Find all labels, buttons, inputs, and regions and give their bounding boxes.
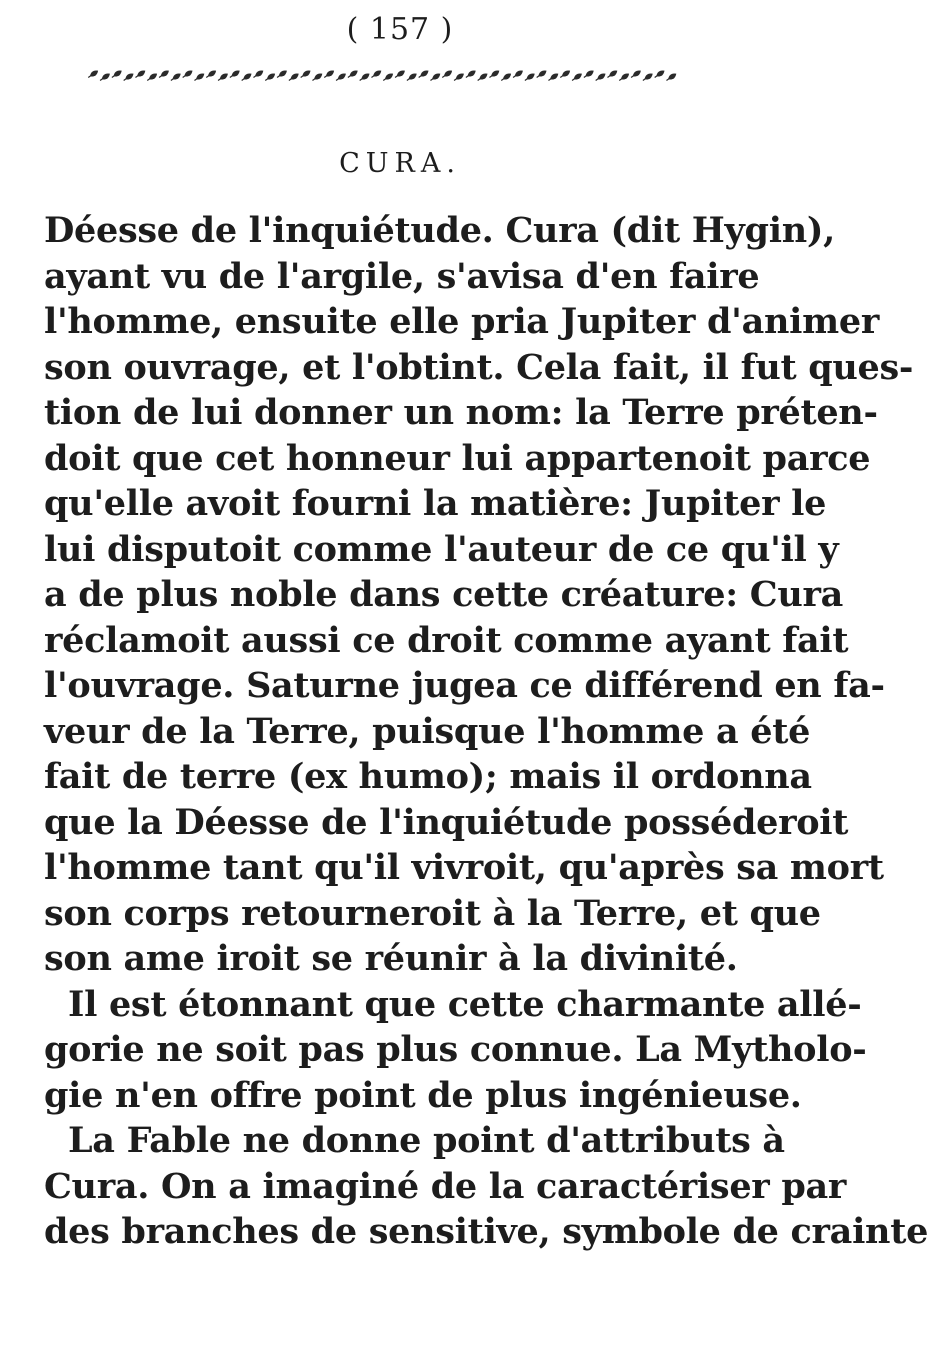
ornament-leaf bbox=[370, 69, 383, 80]
text-line-22: Cura. On a imaginé de la caractériser par bbox=[44, 1165, 847, 1207]
ornament-leaf bbox=[158, 69, 171, 80]
text-line-4: son ouvrage, et l'obtint. Cela fait, il fut ques- bbox=[44, 346, 914, 388]
text-line-3: l'homme, ensuite elle pria Jupiter d'animer bbox=[44, 301, 879, 342]
ornament-leaf bbox=[122, 72, 135, 83]
ornament-leaf bbox=[169, 72, 182, 83]
ornament-leaf bbox=[571, 72, 584, 83]
ornament-leaf bbox=[110, 69, 123, 80]
ornament-leaf bbox=[205, 69, 218, 80]
ornament-leaf bbox=[594, 72, 607, 83]
ornament-leaf bbox=[653, 69, 666, 80]
ornament-leaf bbox=[641, 72, 654, 83]
ornament-leaf bbox=[523, 72, 536, 83]
ornament-leaf bbox=[146, 72, 159, 83]
ornament-leaf bbox=[264, 72, 277, 83]
ornament-leaf bbox=[441, 69, 454, 80]
ornament-leaf bbox=[405, 72, 418, 83]
ornament-leaf bbox=[500, 72, 513, 83]
text-line-20: gie n'en offre point de plus ingénieuse. bbox=[44, 1074, 802, 1116]
ornament-leaf bbox=[464, 69, 477, 80]
text-line-13: fait de terre (ex humo); mais il ordonna bbox=[44, 756, 812, 797]
ornament-leaf bbox=[228, 69, 241, 80]
ornament-leaf bbox=[618, 72, 631, 83]
text-line-21: La Fable ne donne point d'attributs à bbox=[68, 1120, 785, 1161]
ornament-leaf bbox=[134, 69, 147, 80]
text-line-12: veur de la Terre, puisque l'homme a été bbox=[44, 710, 811, 752]
decorative-border-ornament bbox=[86, 58, 686, 92]
text-line-2: ayant vu de l'argile, s'avisa d'en faire bbox=[44, 255, 760, 297]
text-line-8: lui disputoit comme l'auteur de ce qu'il y bbox=[44, 528, 839, 570]
ornament-leaf bbox=[582, 69, 595, 80]
entry-title: CURA. bbox=[339, 148, 461, 179]
text-line-15: l'homme tant qu'il vivroit, qu'après sa mort bbox=[44, 847, 884, 888]
ornament-leaf bbox=[287, 72, 300, 83]
text-line-9: a de plus noble dans cette créature: Cura bbox=[44, 574, 844, 615]
text-line-19: gorie ne soit pas plus connue. La Mytholo- bbox=[44, 1029, 867, 1070]
ornament-leaf bbox=[217, 72, 230, 83]
ornament-leaf bbox=[299, 69, 312, 80]
text-line-6: doit que cet honneur lui appartenoit parce bbox=[44, 437, 871, 479]
ornament-leaf bbox=[606, 69, 619, 80]
ornament-leaf bbox=[535, 69, 548, 80]
ornament-leaf bbox=[358, 72, 371, 83]
ornament-leaf bbox=[87, 69, 100, 80]
text-line-5: tion de lui donner un nom: la Terre préten- bbox=[44, 392, 878, 433]
ornament-leaf bbox=[512, 69, 525, 80]
text-line-17: son ame iroit se réunir à la divinité. bbox=[44, 938, 738, 979]
ornament-leaf bbox=[559, 69, 572, 80]
ornament-leaf bbox=[99, 72, 112, 83]
ornament-svg bbox=[86, 58, 686, 92]
ornament-leaf bbox=[630, 69, 643, 80]
ornament-leaf bbox=[193, 72, 206, 83]
text-line-14: que la Déesse de l'inquiétude posséderoit bbox=[44, 801, 849, 843]
text-line-11: l'ouvrage. Saturne jugea ce différend en fa- bbox=[44, 665, 885, 706]
text-line-1: Déesse de l'inquiétude. Cura (dit Hygin), bbox=[44, 210, 835, 251]
ornament-leaf bbox=[417, 69, 430, 80]
text-line-16: son corps retourneroit à la Terre, et que bbox=[44, 892, 821, 934]
ornament-leaf bbox=[665, 72, 678, 83]
text-line-10: réclamoit aussi ce droit comme ayant fait bbox=[44, 619, 849, 661]
ornament-leaf bbox=[323, 69, 336, 80]
ornament-leaf bbox=[276, 69, 289, 80]
ornament-leaf bbox=[488, 69, 501, 80]
ornament-leaf bbox=[394, 69, 407, 80]
ornament-leaf bbox=[240, 72, 253, 83]
ornament-leaf bbox=[181, 69, 194, 80]
ornament-leaf bbox=[429, 72, 442, 83]
ornament-leaf bbox=[311, 72, 324, 83]
ornament-leaf bbox=[335, 72, 348, 83]
page-number: ( 157 ) bbox=[346, 12, 454, 47]
ornament-leaf bbox=[476, 72, 489, 83]
ornament-leaf bbox=[382, 72, 395, 83]
text-line-18: Il est étonnant que cette charmante allé- bbox=[68, 983, 862, 1025]
ornament-leaf bbox=[252, 69, 265, 80]
text-line-23: des branches de sensitive, symbole de crainte bbox=[44, 1211, 928, 1252]
body-text bbox=[44, 208, 928, 1255]
ornament-leaf bbox=[547, 72, 560, 83]
ornament-leaf bbox=[346, 69, 359, 80]
ornament-leaf bbox=[453, 72, 466, 83]
text-line-7: qu'elle avoit fourni la matière: Jupiter le bbox=[44, 483, 827, 524]
